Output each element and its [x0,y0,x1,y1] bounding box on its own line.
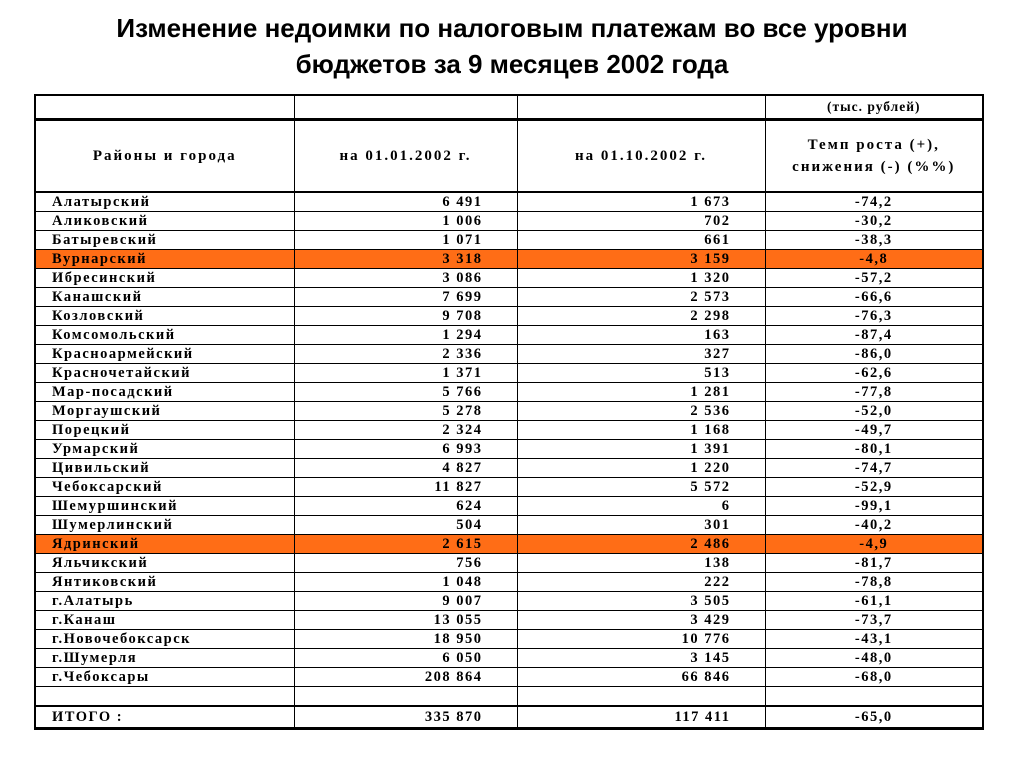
row-value-jan: 9 007 [294,592,517,611]
row-rate: -4,9 [765,535,983,554]
row-rate: -40,2 [765,516,983,535]
row-value-jan: 3 086 [294,269,517,288]
row-value-jan: 2 324 [294,421,517,440]
row-value-jan: 4 827 [294,459,517,478]
table-row [35,383,983,402]
header-row [35,120,983,193]
row-value-jan: 18 950 [294,630,517,649]
row-name: Козловский [35,307,294,326]
row-name: Ядринский [35,535,294,554]
arrears-table [34,94,984,730]
row-value-jan: 6 491 [294,192,517,212]
table-row [35,668,983,687]
row-value-jan: 1 006 [294,212,517,231]
table-row [35,573,983,592]
row-value-oct: 702 [517,212,765,231]
title-line-1: Изменение недоимки по налоговым платежам во все уровни [116,13,908,43]
row-value-oct: 3 505 [517,592,765,611]
header-rate: Темп роста (+), снижения (-) (%%) [765,120,983,193]
row-name: г.Чебоксары [35,668,294,687]
row-value-jan: 1 294 [294,326,517,345]
table-row [35,592,983,611]
row-value-oct: 66 846 [517,668,765,687]
row-value-jan: 504 [294,516,517,535]
table-row [35,497,983,516]
row-rate: -61,1 [765,592,983,611]
row-name: Урмарский [35,440,294,459]
row-value-oct: 3 159 [517,250,765,269]
row-value-jan: 9 708 [294,307,517,326]
table-row [35,649,983,668]
blank-cell [294,687,517,707]
table-row [35,421,983,440]
table-row [35,554,983,573]
row-value-jan: 7 699 [294,288,517,307]
row-rate: -99,1 [765,497,983,516]
row-name: Яльчикский [35,554,294,573]
table-row [35,307,983,326]
row-value-jan: 2 336 [294,345,517,364]
blank-cell [765,687,983,707]
unit-row [35,95,983,120]
row-value-oct: 327 [517,345,765,364]
row-name: г.Шумерля [35,649,294,668]
row-rate: -80,1 [765,440,983,459]
row-name: Ибресинский [35,269,294,288]
row-name: Мар-посадский [35,383,294,402]
row-value-jan: 624 [294,497,517,516]
row-value-oct: 3 429 [517,611,765,630]
row-name: Цивильский [35,459,294,478]
row-value-jan: 11 827 [294,478,517,497]
row-value-oct: 1 281 [517,383,765,402]
header-date-1: на 01.01.2002 г. [294,120,517,193]
table-row [35,231,983,250]
row-value-jan: 1 048 [294,573,517,592]
table-row [35,459,983,478]
row-rate: -74,7 [765,459,983,478]
row-name: Шемуршинский [35,497,294,516]
row-rate: -66,6 [765,288,983,307]
row-rate: -87,4 [765,326,983,345]
row-value-oct: 1 673 [517,192,765,212]
table-row [35,440,983,459]
row-value-jan: 208 864 [294,668,517,687]
row-value-oct: 6 [517,497,765,516]
blank-row [35,687,983,707]
row-value-oct: 163 [517,326,765,345]
table-row [35,402,983,421]
row-value-jan: 3 318 [294,250,517,269]
total-rate: -65,0 [765,706,983,729]
row-name: Красноармейский [35,345,294,364]
row-value-oct: 3 145 [517,649,765,668]
row-rate: -74,2 [765,192,983,212]
row-rate: -57,2 [765,269,983,288]
row-name: Комсомольский [35,326,294,345]
data-table-container [34,94,982,730]
header-date-2: на 01.10.2002 г. [517,120,765,193]
row-value-oct: 2 298 [517,307,765,326]
row-name: Красночетайский [35,364,294,383]
row-rate: -68,0 [765,668,983,687]
row-value-oct: 5 572 [517,478,765,497]
row-value-oct: 2 486 [517,535,765,554]
row-value-oct: 1 168 [517,421,765,440]
title-line-2: бюджетов за 9 месяцев 2002 года [295,49,729,79]
row-rate: -76,3 [765,307,983,326]
row-value-jan: 13 055 [294,611,517,630]
row-value-jan: 6 993 [294,440,517,459]
total-label: ИТОГО : [35,706,294,729]
table-row [35,269,983,288]
row-value-oct: 1 320 [517,269,765,288]
row-rate: -77,8 [765,383,983,402]
row-value-oct: 1 220 [517,459,765,478]
row-name: Моргаушский [35,402,294,421]
row-value-oct: 2 573 [517,288,765,307]
row-name: Канашский [35,288,294,307]
table-row [35,611,983,630]
table-row [35,630,983,649]
table-row [35,192,983,212]
row-rate: -49,7 [765,421,983,440]
table-row [35,516,983,535]
table-row [35,345,983,364]
table-row [35,250,983,269]
row-name: г.Алатырь [35,592,294,611]
row-value-jan: 5 766 [294,383,517,402]
row-value-oct: 10 776 [517,630,765,649]
table-row [35,288,983,307]
row-rate: -73,7 [765,611,983,630]
row-rate: -62,6 [765,364,983,383]
row-rate: -86,0 [765,345,983,364]
row-rate: -78,8 [765,573,983,592]
row-name: Аликовский [35,212,294,231]
row-rate: -4,8 [765,250,983,269]
row-value-oct: 513 [517,364,765,383]
row-name: Янтиковский [35,573,294,592]
row-rate: -52,9 [765,478,983,497]
row-value-oct: 1 391 [517,440,765,459]
row-rate: -52,0 [765,402,983,421]
row-value-jan: 1 071 [294,231,517,250]
row-value-oct: 138 [517,554,765,573]
total-value-oct: 117 411 [517,706,765,729]
blank-cell [517,687,765,707]
row-name: Алатырский [35,192,294,212]
total-row [35,706,983,729]
row-name: г.Канаш [35,611,294,630]
table-row [35,364,983,383]
row-rate: -48,0 [765,649,983,668]
row-rate: -81,7 [765,554,983,573]
row-value-oct: 301 [517,516,765,535]
row-value-oct: 2 536 [517,402,765,421]
table-row [35,326,983,345]
row-value-oct: 661 [517,231,765,250]
row-value-jan: 1 371 [294,364,517,383]
row-value-oct: 222 [517,573,765,592]
header-district: Районы и города [35,120,294,193]
row-name: Чебоксарский [35,478,294,497]
row-rate: -30,2 [765,212,983,231]
table-row [35,535,983,554]
row-value-jan: 6 050 [294,649,517,668]
page-title [0,10,1024,82]
blank-cell [35,687,294,707]
row-name: Шумерлинский [35,516,294,535]
row-value-jan: 2 615 [294,535,517,554]
row-name: Батыревский [35,231,294,250]
row-name: Порецкий [35,421,294,440]
row-value-jan: 756 [294,554,517,573]
total-value-jan: 335 870 [294,706,517,729]
row-name: Вурнарский [35,250,294,269]
unit-label: (тыс. рублей) [765,95,983,120]
table-row [35,212,983,231]
row-value-jan: 5 278 [294,402,517,421]
table-row [35,478,983,497]
row-rate: -43,1 [765,630,983,649]
row-rate: -38,3 [765,231,983,250]
row-name: г.Новочебоксарск [35,630,294,649]
